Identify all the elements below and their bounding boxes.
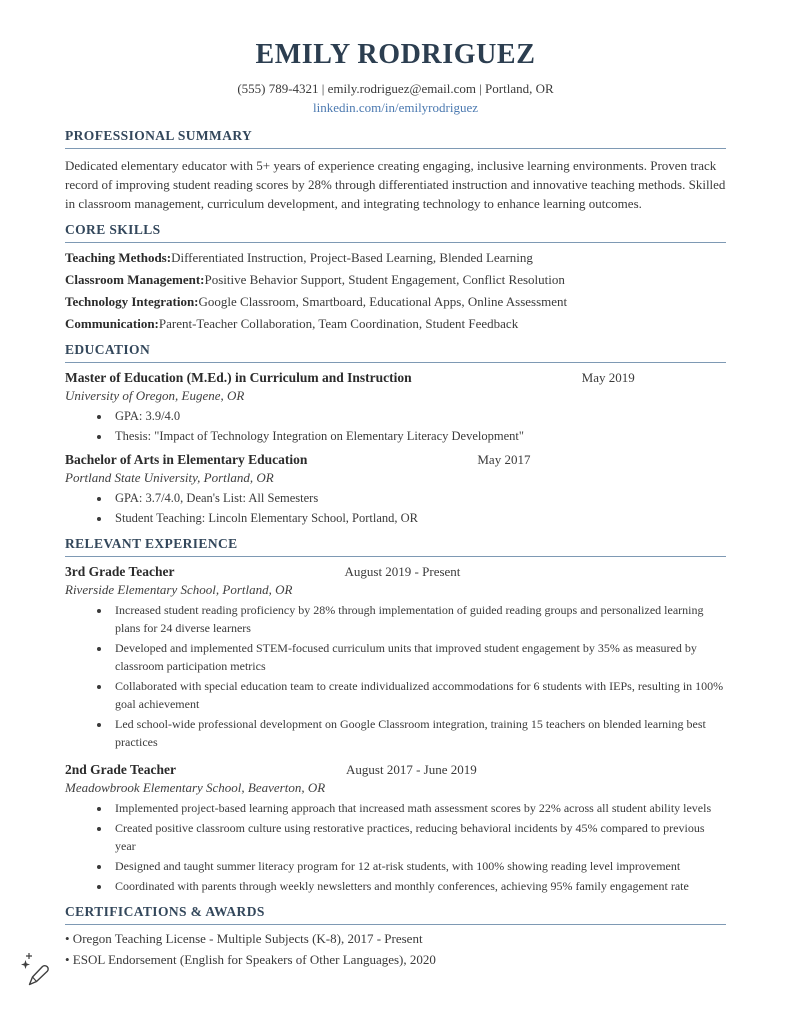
education-entry-bachelors bbox=[65, 451, 726, 527]
degree-school: Portland State University, Portland, OR bbox=[65, 470, 274, 485]
entry-head bbox=[65, 451, 726, 469]
degree-bullet: • GPA: 3.7/4.0, Dean's List: All Semesters bbox=[111, 489, 726, 507]
skill-value: Positive Behavior Support, Student Engagement, Conflict Resolution bbox=[204, 272, 565, 287]
cert-item: • Oregon Teaching License - Multiple Subjects (K-8), 2017 - Present bbox=[65, 931, 423, 946]
section-core-skills bbox=[65, 220, 726, 333]
contact-line: (555) 789-4321 | emily.rodriguez@email.com | Portland, OR bbox=[237, 81, 554, 96]
skill-label: Communication: bbox=[65, 316, 159, 331]
skill-value: Parent-Teacher Collaboration, Team Coordination, Student Feedback bbox=[158, 316, 519, 331]
job-bullet: • Implemented project-based learning approach that increased math assessment scores by 22% across all student ability levels bbox=[111, 799, 726, 817]
skill-row-classroom-management bbox=[65, 271, 726, 289]
experience-entry-3rd-grade bbox=[65, 563, 726, 751]
cert-list bbox=[65, 930, 726, 969]
summary-heading: PROFESSIONAL SUMMARY bbox=[65, 126, 726, 149]
job-school: Meadowbrook Elementary School, Beaverton, OR bbox=[65, 780, 326, 795]
cert-item: • ESOL Endorsement (English for Speakers of Other Languages), 2020 bbox=[65, 952, 436, 967]
degree-date: May 2017 bbox=[477, 452, 531, 467]
section-certifications-awards bbox=[65, 902, 726, 969]
job-bullet: • Led school-wide professional development on Google Classroom integration, training 15 teachers on blended learning best practices bbox=[111, 715, 726, 751]
degree-title: Master of Education (M.Ed.) in Curriculum and Instruction bbox=[65, 370, 412, 385]
section-education bbox=[65, 340, 726, 527]
degree-school: University of Oregon, Eugene, OR bbox=[65, 388, 245, 403]
linkedin-link[interactable]: linkedin.com/in/emilyrodriguez bbox=[313, 100, 478, 115]
degree-bullet: • Student Teaching: Lincoln Elementary School, Portland, OR bbox=[111, 509, 726, 527]
job-title: 2nd Grade Teacher bbox=[65, 762, 177, 777]
entry-head bbox=[65, 369, 726, 387]
skill-label: Teaching Methods: bbox=[65, 250, 172, 265]
skill-value: Google Classroom, Smartboard, Educational Apps, Online Assessment bbox=[198, 294, 568, 309]
section-relevant-experience bbox=[65, 534, 726, 895]
job-bullet-list bbox=[65, 601, 726, 751]
skill-row-technology-integration bbox=[65, 293, 726, 311]
resume-header bbox=[65, 38, 726, 117]
degree-bullet-list bbox=[65, 489, 726, 527]
skill-row-teaching-methods bbox=[65, 249, 726, 267]
job-bullet: • Designed and taught summer literacy program for 12 at-risk students, with 100% showing reading level improvement bbox=[111, 857, 726, 875]
skills-list bbox=[65, 249, 726, 333]
job-date: August 2019 - Present bbox=[344, 564, 461, 579]
skill-value: Differentiated Instruction, Project-Based Learning, Blended Learning bbox=[171, 250, 533, 265]
pen-sparkle-icon[interactable] bbox=[20, 952, 52, 992]
skill-row-communication bbox=[65, 315, 726, 333]
skill-label: Technology Integration: bbox=[65, 294, 199, 309]
core-skills-heading: CORE SKILLS bbox=[65, 220, 726, 243]
job-bullet: • Developed and implemented STEM-focused curriculum units that improved student engagement by 35% as measured by classroom participation metrics bbox=[111, 639, 726, 675]
job-bullet-list bbox=[65, 799, 726, 895]
degree-bullet: • Thesis: "Impact of Technology Integration on Elementary Literacy Development" bbox=[111, 427, 726, 445]
job-date: August 2017 - June 2019 bbox=[346, 762, 477, 777]
skill-label: Classroom Management: bbox=[65, 272, 205, 287]
degree-date: May 2019 bbox=[581, 370, 635, 385]
education-entry-masters bbox=[65, 369, 726, 445]
entry-head bbox=[65, 563, 726, 581]
job-bullet: • Collaborated with special education team to create individualized accommodations for 6 students with IEPs, resulting in 100% goal achievement bbox=[111, 677, 726, 713]
degree-bullet-list bbox=[65, 407, 726, 445]
summary-text: Dedicated elementary educator with 5+ years of experience creating engaging, inclusive learning environments. Proven track record of improving student reading scores by 28% through differentiated instruction and innovative teaching methods. Skilled in classroom management, curriculum development, and integrating technology to enhance learning outcomes. bbox=[65, 158, 726, 211]
job-bullet: • Coordinated with parents through weekly newsletters and monthly conferences, achieving 95% family engagement rate bbox=[111, 877, 726, 895]
certifications-heading: CERTIFICATIONS & AWARDS bbox=[65, 902, 726, 925]
job-bullet: • Created positive classroom culture using restorative practices, reducing behavioral incidents by 45% compared to previous year bbox=[111, 819, 726, 855]
education-heading: EDUCATION bbox=[65, 340, 726, 363]
experience-entry-2nd-grade bbox=[65, 761, 726, 895]
job-school: Riverside Elementary School, Portland, OR bbox=[65, 582, 293, 597]
degree-title: Bachelor of Arts in Elementary Education bbox=[65, 452, 308, 467]
job-bullet: • Increased student reading proficiency by 28% through implementation of guided reading groups and personalized learning plans for 24 diverse learners bbox=[111, 601, 726, 637]
resume-name: EMILY RODRIGUEZ bbox=[255, 39, 536, 70]
section-professional-summary bbox=[65, 126, 726, 213]
job-title: 3rd Grade Teacher bbox=[65, 564, 175, 579]
experience-heading: RELEVANT EXPERIENCE bbox=[65, 534, 726, 557]
degree-bullet: • GPA: 3.9/4.0 bbox=[111, 407, 726, 425]
entry-head bbox=[65, 761, 726, 779]
